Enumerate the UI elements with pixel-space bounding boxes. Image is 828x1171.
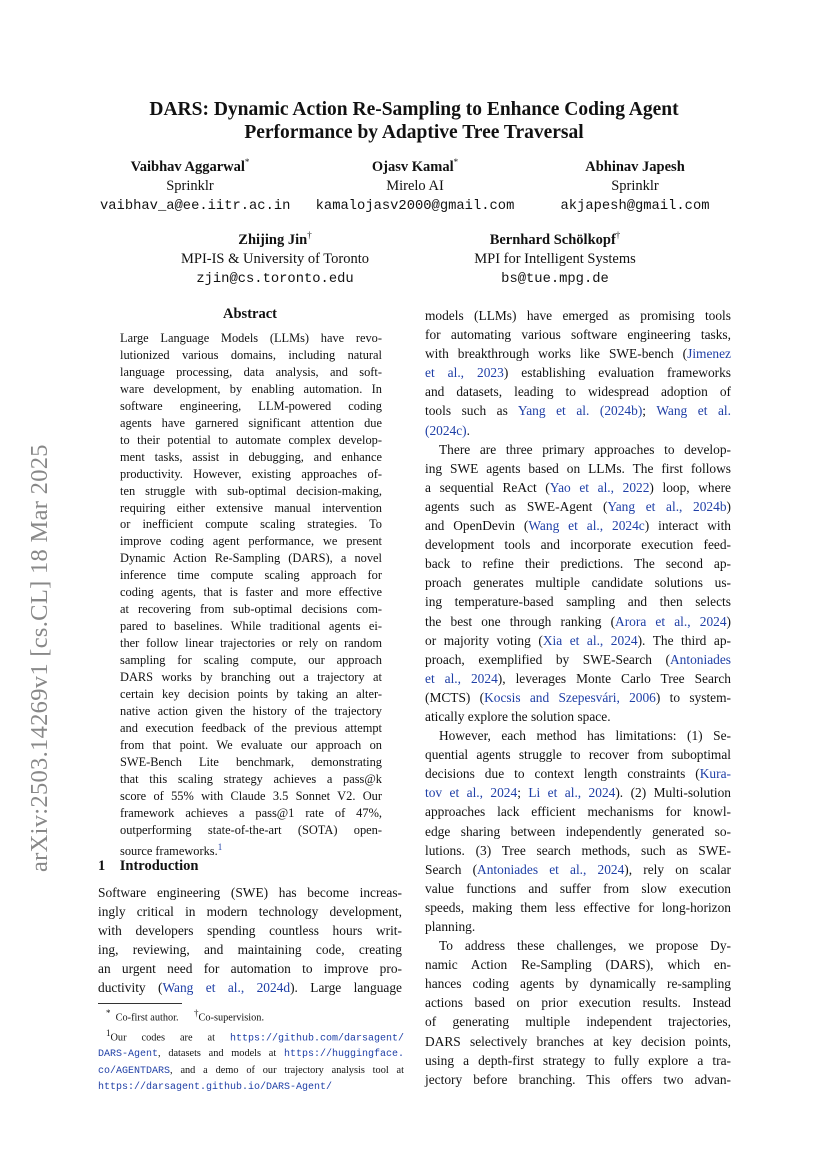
footnote-authorship: * Co-first author. †Co-supervision. (106, 1008, 265, 1024)
abstract-line: ther follow linear trajectories or rely on random (120, 636, 382, 651)
text-line: development tools and incorporate execution feed- (425, 537, 731, 553)
github-link[interactable]: DARS-Agent (98, 1049, 159, 1061)
text-line: value functions and suffer from slow execution (425, 880, 731, 896)
text-line: ing SWE agents based on LLMs. The first follows (425, 460, 731, 476)
abstract-line: productivity. However, existing approaches of- (120, 466, 382, 481)
text-line: ing, reviewing, and maintaining code, creating (98, 942, 402, 958)
text-line: tools such as Yang et al. (2024b); Wang et al. (425, 403, 732, 419)
abstract-line: from that point. We evaluate our approach on (120, 737, 382, 752)
text-line: ductivity (Wang et al., 2024d). Large language (98, 980, 402, 996)
text-line: approaches lack efficient mechanisms for knowl- (425, 804, 731, 820)
author-name: Abhinav Japesh (585, 158, 685, 175)
section-title: Introduction (119, 858, 199, 874)
citation-link[interactable]: Kocsis and Szepesvári, 2006 (484, 689, 656, 705)
footnote-1 (98, 1026, 404, 1096)
text-line: namic Action Re-Sampling (DARS), which en- (425, 957, 731, 973)
text-line: models (LLMs) have emerged as promising tools (425, 308, 731, 323)
citation-link[interactable]: Li et al., 2024 (528, 785, 616, 801)
abstract-line: native action given the history of the trajectory (120, 703, 382, 718)
text-line: (2024c). (425, 422, 471, 438)
abstract-line: SWE-Bench Lite benchmark, demonstrating (120, 754, 382, 769)
author-block-1 (100, 153, 291, 216)
abstract-line: sampling for scaling compute, our approach (120, 653, 382, 668)
text-line (98, 1079, 404, 1095)
abstract-line: or inefficient compute scaling strategies. To (120, 517, 382, 532)
abstract-line: pared to baselines. While traditional agents ei- (120, 619, 382, 634)
text-line: an urgent need for automation to improve pro- (98, 961, 402, 977)
abstract-line: to their potential to automate complex develop- (120, 432, 382, 447)
abstract-line: software engineering, LLM-powered coding (120, 398, 382, 413)
author-mark: † (307, 230, 312, 240)
author-email[interactable]: zjin@cs.toronto.edu (196, 271, 354, 287)
text-line: quential agents struggle to recover from suboptimal (425, 747, 731, 763)
text-line: hances coding agents by dynamically re-sampling (425, 976, 731, 992)
text-line: a sequential ReAct (Yao et al., 2022) loop, where (425, 479, 731, 495)
text-line: atically explore the solution space. (425, 708, 611, 724)
text-line: DARS selectively branches at key decision points, (425, 1033, 731, 1049)
citation-link[interactable]: Yang et al. (2024b) (517, 403, 643, 419)
title-line-1: DARS: Dynamic Action Re-Sampling to Enhance Coding Agent (149, 99, 679, 120)
right-column-body (425, 306, 731, 1089)
text-line: proach generates multiple candidate solutions us- (425, 575, 731, 591)
citation-link[interactable]: et al., 2024 (425, 670, 498, 686)
huggingface-link[interactable]: co/AGENTDARS (98, 1065, 171, 1077)
text-line: There are three primary approaches to develop- (439, 441, 731, 457)
text-line: et al., 2024), leverages Monte Carlo Tree Search (425, 670, 732, 686)
text-line: for automating various software engineering tasks, (425, 327, 731, 343)
author-block-4 (150, 226, 400, 289)
text-line: the best one through ranking (Arora et al., 2024) (425, 613, 731, 629)
author-affiliation: MPI-IS & University of Toronto (180, 251, 370, 268)
author-mark: * (244, 157, 250, 167)
citation-link[interactable]: Wang et al. (656, 403, 732, 419)
abstract-line: requiring either extensive manual intervention (120, 500, 382, 515)
author-name: Ojasv Kamal (371, 158, 454, 175)
author-name: Vaibhav Aggarwal (130, 158, 245, 175)
text-line: and OpenDevin (Wang et al., 2024c) interact with (425, 518, 732, 534)
abstract-line: lutionized various domains, including natural (120, 347, 382, 362)
huggingface-link[interactable]: https://huggingface. (283, 1049, 404, 1061)
text-line: of generating multiple independent trajectories, (425, 1014, 731, 1030)
abstract-line: certain key decision points by taking an alter- (120, 687, 382, 702)
citation-link[interactable]: Kura- (699, 766, 731, 782)
abstract-line: score of 55% with Claude 3.5 Sonnet V2. Our (120, 788, 382, 803)
citation-link[interactable]: tov et al., 2024 (425, 785, 518, 801)
citation-link[interactable]: Antoniades (670, 651, 731, 667)
text-line: with developers spending countless hours writ- (98, 923, 402, 939)
text-line: jectory before branching. This offers two advan- (425, 1071, 731, 1087)
arxiv-identifier-stamp: arXiv:2503.14269v1 [cs.CL] 18 Mar 2025 (26, 444, 53, 872)
abstract-line: language processing, data analysis, and soft- (120, 364, 382, 379)
text-line: using a depth-first strategy to fully explore a tra- (425, 1052, 731, 1068)
citation-link[interactable]: Antoniades et al., 2024 (477, 861, 625, 877)
text-line: lutions. (3) Tree search methods, such as SWE- (425, 842, 731, 858)
text-line: co/AGENTDARS, and a demo of our trajectory analysis tool at (98, 1064, 404, 1077)
author-affiliation: MPI for Intelligent Systems (474, 251, 636, 268)
author-email[interactable]: kamalojasv2000@gmail.com (315, 198, 515, 214)
citation-link[interactable]: et al., 2023 (425, 365, 504, 381)
text-line: $^1$Our codes are at https://github.com/darsagent/ (106, 1027, 404, 1045)
footnotes (98, 1006, 404, 1095)
text-line: To address these challenges, we propose Dy- (439, 938, 731, 954)
author-name: Zhijing Jin (238, 231, 308, 248)
author-block-5 (440, 226, 670, 289)
citation-link[interactable]: Xia et al., 2024 (542, 632, 638, 648)
abstract-line: ware development, by enabling automation. In (120, 381, 382, 396)
abstract-line: and execution feedback of the previous attempt (120, 720, 382, 735)
text-line: ingly critical in modern technology development, (98, 904, 402, 920)
citation-link[interactable]: Arora et al., 2024 (615, 613, 727, 629)
intro-paragraph (98, 883, 402, 998)
citation-link[interactable]: Jimenez (687, 346, 731, 362)
abstract-line: Large Language Models (LLMs) have revo- (120, 331, 382, 345)
author-affiliation: Sprinklr (611, 178, 659, 195)
text-line: tov et al., 2024; Li et al., 2024). (2) Multi-solution (425, 785, 731, 801)
section-number: 1 (98, 858, 106, 874)
text-line: edge sharing between independently generated so- (425, 823, 731, 839)
text-line: proach, exemplified by SWE-Search (Antoniades (425, 651, 731, 667)
text-line: ing temperature-based sampling and then selects (425, 594, 731, 610)
abstract-line: agents have garnered significant attention due (120, 415, 382, 430)
text-line: Software engineering (SWE) has become increas- (98, 885, 402, 900)
abstract-line: ment tasks, assist in debugging, and enhance (120, 449, 382, 464)
citation-link[interactable]: Yao et al., 2022 (549, 479, 650, 495)
citation-link[interactable]: (2024c) (425, 422, 467, 438)
author-affiliation: Mirelo AI (386, 178, 444, 195)
text-line: or majority voting (Xia et al., 2024). The third ap- (425, 632, 731, 648)
abstract-line: Dynamic Action Re-Sampling (DARS), a novel (120, 551, 382, 566)
text-line: and datasets, leading to widespread adoption of (425, 384, 731, 400)
author-block-3 (540, 153, 730, 216)
abstract-line: coding agents, that is faster and more effective (120, 585, 382, 600)
text-line: agents such as SWE-Agent (Yang et al., 2024b) (425, 498, 731, 514)
text-line: (MCTS) (Kocsis and Szepesvári, 2006) to system- (425, 689, 731, 705)
text-line: DARS-Agent, datasets and models at https://huggingface. (98, 1048, 404, 1061)
abstract-line: outperforming state-of-the-art (SOTA) open- (120, 822, 382, 837)
abstract-heading: Abstract (223, 306, 277, 322)
author-mark: * (453, 157, 459, 167)
text-line: Search (Antoniades et al., 2024), rely on scalar (425, 861, 731, 877)
footnote-mark[interactable]: 1 (217, 841, 223, 852)
author-block-2 (310, 153, 520, 216)
author-name: Bernhard Schölkopf (489, 231, 616, 248)
citation-link[interactable]: Yang et al., 2024b (607, 498, 727, 514)
text-line: However, each method has limitations: (1) Se- (439, 728, 731, 744)
paper-title (0, 98, 828, 144)
abstract-line: DARS works by branching out a trajectory at (120, 670, 382, 685)
footnote-divider (98, 1003, 182, 1004)
abstract-line: inference time compute scaling approach for (120, 568, 382, 583)
abstract-body (120, 330, 382, 860)
text-line: decisions due to context length constraints (Kura- (425, 766, 731, 782)
abstract-line: at recovering from sub-optimal decisions com- (120, 602, 382, 617)
citation-link[interactable]: Wang et al., 2024d (162, 980, 291, 996)
author-affiliation: Sprinklr (166, 178, 214, 195)
author-mark: † (615, 230, 621, 240)
text-line: actions based on prior execution results. Instead (425, 995, 731, 1011)
author-email[interactable]: vaibhav_a@ee.iitr.ac.in (100, 198, 291, 214)
citation-link[interactable]: Wang et al., 2024c (528, 518, 645, 534)
abstract-line: ten struggle with sub-optimal decision-making, (120, 483, 382, 498)
github-link[interactable]: https://github.com/darsagent/ (229, 1033, 404, 1045)
title-line-2: Performance by Adaptive Tree Traversal (244, 122, 584, 143)
text-line: speeds, making them less effective for long-horizon (425, 899, 731, 915)
abstract-line: that this scaling strategy achieves a pass@k (120, 771, 382, 786)
text-line: with breakthrough works like SWE-bench (Jimenez (425, 346, 731, 362)
abstract-line: source frameworks.$^1$ (120, 841, 223, 858)
section-heading-introduction (98, 858, 198, 875)
text-line: et al., 2023) establishing evaluation frameworks (425, 365, 732, 381)
demo-link[interactable]: https://darsagent.github.io/DARS-Agent/ (98, 1082, 333, 1094)
abstract-line: framework achieves a pass@1 rate of 47%, (120, 805, 382, 820)
author-email[interactable]: akjapesh@gmail.com (560, 198, 710, 214)
text-line: planning. (425, 919, 476, 934)
text-line: back to refine their predictions. The second ap- (425, 556, 731, 572)
abstract-line: improve coding agent performance, we present (120, 534, 382, 549)
author-email[interactable]: bs@tue.mpg.de (501, 271, 609, 287)
